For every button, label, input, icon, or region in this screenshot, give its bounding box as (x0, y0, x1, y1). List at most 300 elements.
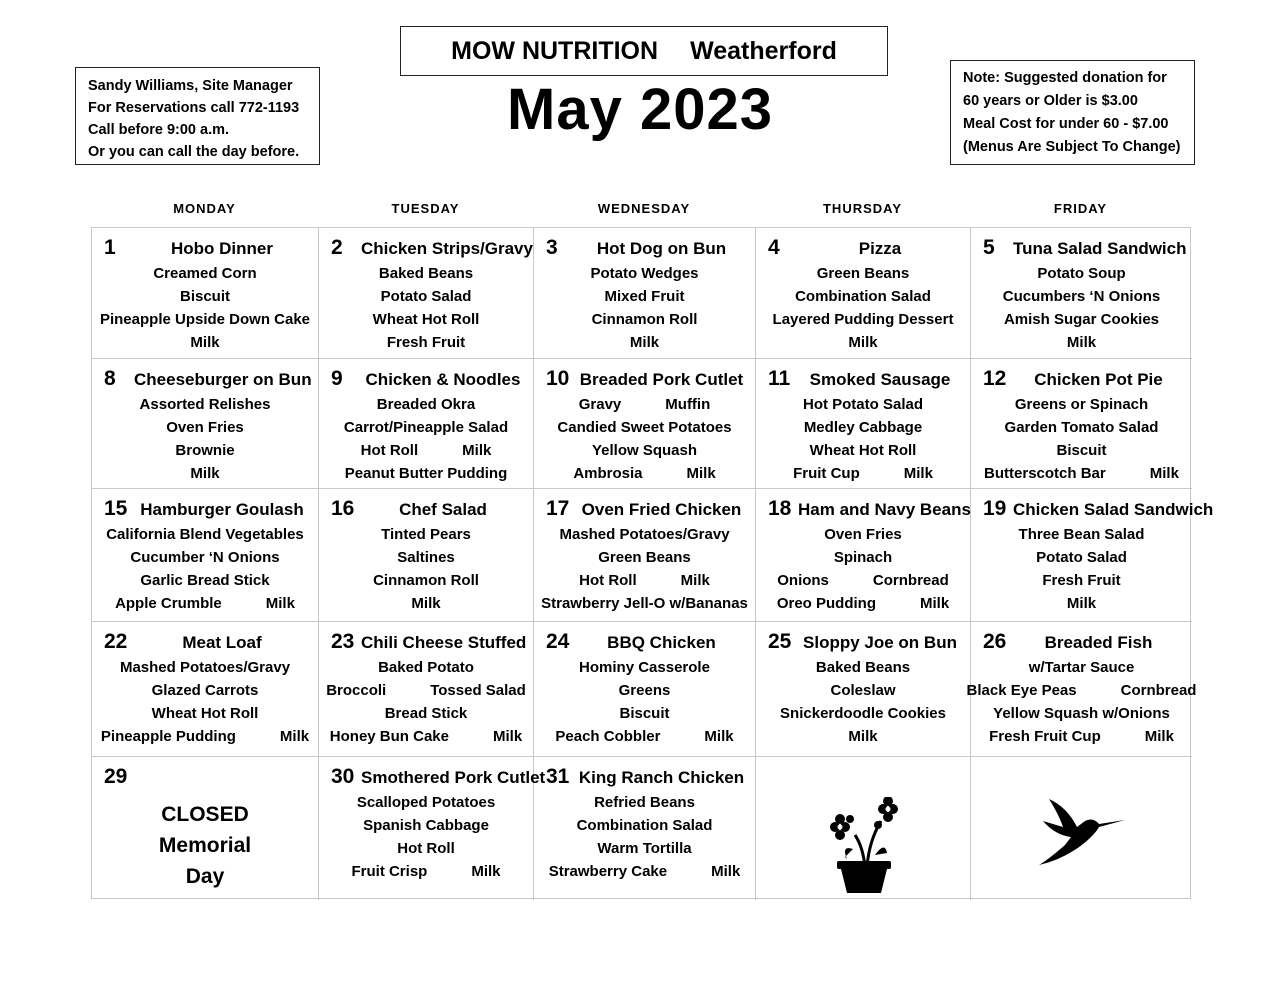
menu-line (92, 523, 318, 546)
day-header (319, 489, 533, 523)
menu-item: Milk (471, 863, 501, 880)
menu-line (534, 523, 755, 546)
menu-line (534, 416, 755, 439)
menu-item: Brownie (175, 442, 235, 459)
manager-line: Call before 9:00 a.m. (88, 122, 230, 138)
menu-item: Fruit Cup (793, 465, 860, 482)
menu-item: Breaded Okra (376, 396, 476, 413)
menu-item: Bread Stick (384, 705, 468, 722)
day-cell (756, 489, 971, 622)
menu-item: Milk (680, 572, 710, 589)
menu-item: Honey Bun Cake (329, 728, 449, 745)
menu-item: Fresh Fruit (1042, 572, 1121, 589)
main-dish: Meat Loaf (182, 633, 262, 652)
closed-line: Day (185, 865, 225, 888)
day-number: 29 (104, 765, 128, 788)
day-cell (92, 489, 319, 622)
day-number: 17 (546, 497, 570, 520)
menu-item: Cornbread (872, 572, 949, 589)
menu-line (92, 592, 318, 615)
menu-item: Milk (265, 595, 295, 612)
weekday-header-wednesday: WEDNESDAY (597, 201, 691, 216)
menu-line (971, 546, 1192, 569)
day-cell (319, 228, 534, 359)
hummingbird-icon (971, 797, 1192, 867)
day-number: 26 (983, 630, 1007, 653)
flower-pot-icon (756, 797, 970, 893)
menu-line (92, 285, 318, 308)
menu-line (534, 262, 755, 285)
day-cell (92, 228, 319, 359)
menu-line (534, 393, 755, 416)
day-header (92, 757, 318, 791)
menu-item: California Blend Vegetables (106, 526, 304, 543)
day-cell (534, 757, 756, 900)
menu-line (756, 569, 970, 592)
menu-line (319, 679, 533, 702)
menu-line (319, 814, 533, 837)
menu-item: Biscuit (179, 288, 230, 305)
menu-item: Greens or Spinach (1014, 396, 1149, 413)
menu-line (92, 416, 318, 439)
menu-line (756, 439, 970, 462)
day-number: 12 (983, 367, 1007, 390)
menu-item: Milk (919, 595, 950, 612)
menu-item: Milk (190, 465, 220, 482)
day-number: 22 (104, 630, 128, 653)
menu-line (92, 725, 318, 748)
menu-item: w/Tartar Sauce (1028, 659, 1135, 676)
menu-item: Three Bean Salad (1018, 526, 1145, 543)
menu-item: Garden Tomato Salad (1004, 419, 1159, 436)
menu-item: Oven Fries (166, 419, 244, 436)
day-cell (319, 359, 534, 489)
day-number: 8 (104, 367, 116, 390)
menu-line (971, 262, 1192, 285)
menu-line (534, 569, 755, 592)
menu-item: Milk (462, 442, 492, 459)
menu-line (92, 439, 318, 462)
menu-line (756, 725, 970, 748)
menu-item: Strawberry Cake (548, 863, 668, 880)
day-cell (92, 622, 319, 757)
main-dish: BBQ Chicken (607, 633, 716, 652)
menu-line (756, 331, 970, 354)
menu-item: Biscuit (1056, 442, 1107, 459)
menu-item: Refried Beans (594, 794, 695, 811)
menu-line (319, 656, 533, 679)
menu-line (92, 702, 318, 725)
menu-item: Snickerdoodle Cookies (780, 705, 946, 722)
menu-item: Peach Cobbler (555, 728, 661, 745)
closed-notice (92, 799, 318, 892)
menu-item: Potato Soup (1037, 265, 1126, 282)
day-header (92, 359, 318, 393)
menu-line (756, 262, 970, 285)
menu-line (756, 679, 970, 702)
menu-item: Pineapple Pudding (100, 728, 236, 745)
menu-line (319, 725, 533, 748)
day-header (971, 489, 1214, 523)
menu-item: Layered Pudding Dessert (772, 311, 954, 328)
menu-line (319, 837, 533, 860)
menu-line (756, 462, 970, 485)
note-line: (Menus Are Subject To Change) (963, 139, 1181, 155)
menu-item: Onions (777, 572, 829, 589)
menu-item: Glazed Carrots (151, 682, 259, 699)
menu-item: Milk (1066, 595, 1097, 612)
menu-item: Hot Potato Salad (802, 396, 923, 413)
day-header (534, 757, 755, 791)
menu-line (534, 791, 755, 814)
menu-item: Apple Crumble (115, 595, 222, 612)
main-dish: Cheeseburger on Bun (134, 370, 312, 389)
day-cell (92, 757, 319, 900)
main-dish: Chicken Strips/Gravy (361, 239, 533, 258)
day-header (319, 757, 546, 791)
menu-line (971, 308, 1192, 331)
main-dish: Hamburger Goulash (140, 500, 304, 519)
menu-item: Fresh Fruit Cup (989, 728, 1101, 745)
menu-item: Milk (686, 465, 716, 482)
day-cell (534, 359, 756, 489)
menu-line (92, 308, 318, 331)
menu-line (534, 285, 755, 308)
day-header (92, 228, 318, 262)
menu-line (971, 702, 1192, 725)
menu-item: Tossed Salad (430, 682, 526, 699)
menu-item: Wheat Hot Roll (151, 705, 259, 722)
menu-line (319, 860, 533, 883)
menu-item: Tinted Pears (381, 526, 471, 543)
menu-line (534, 860, 755, 883)
menu-line (756, 702, 970, 725)
day-cell (756, 359, 971, 489)
menu-item: Baked Beans (378, 265, 474, 282)
day-cell (971, 359, 1192, 489)
main-dish: Tuna Salad Sandwich (1013, 239, 1187, 258)
menu-line (319, 702, 533, 725)
closed-line: Memorial (158, 834, 252, 857)
day-number: 25 (768, 630, 792, 653)
day-number: 16 (331, 497, 355, 520)
main-dish: Chili Cheese Stuffed (361, 633, 527, 652)
menu-line (92, 393, 318, 416)
main-dish: Pizza (858, 239, 902, 258)
day-number: 19 (983, 497, 1007, 520)
main-dish: King Ranch Chicken (578, 768, 745, 787)
menu-line (756, 592, 970, 615)
menu-line (319, 569, 533, 592)
menu-line (534, 592, 755, 615)
menu-line (756, 285, 970, 308)
menu-line (92, 331, 318, 354)
manager-info-box (75, 67, 320, 165)
menu-item: Fresh Fruit (386, 334, 466, 351)
menu-item: Ambrosia (573, 465, 643, 482)
day-header (319, 228, 533, 262)
menu-item: Hot Roll (397, 840, 455, 857)
menu-line (534, 546, 755, 569)
day-cell (971, 489, 1214, 622)
menu-item: Fruit Crisp (351, 863, 428, 880)
menu-item: Creamed Corn (153, 265, 257, 282)
day-header (534, 359, 755, 393)
day-header (756, 622, 970, 656)
day-cell (756, 622, 971, 757)
closed-line: CLOSED (161, 803, 249, 826)
manager-line: Sandy Williams, Site Manager (88, 78, 293, 94)
day-header (534, 489, 755, 523)
menu-line (971, 569, 1192, 592)
day-cell (756, 757, 971, 900)
day-number: 11 (768, 367, 791, 390)
main-dish: Sloppy Joe on Bun (803, 633, 957, 652)
menu-line (966, 679, 1197, 702)
main-dish: Chicken Salad Sandwich (1013, 500, 1214, 519)
menu-line (319, 439, 533, 462)
menu-line (971, 416, 1192, 439)
day-number: 24 (546, 630, 570, 653)
menu-item: Milk (1144, 728, 1174, 745)
menu-item: Potato Salad (380, 288, 472, 305)
menu-item: Yellow Squash w/Onions (993, 705, 1170, 722)
menu-line (319, 308, 533, 331)
menu-item: Carrot/Pineapple Salad (343, 419, 509, 436)
menu-item: Butterscotch Bar (984, 465, 1106, 482)
menu-item: Gravy (578, 396, 622, 413)
day-cell (534, 228, 756, 359)
day-cell (534, 489, 756, 622)
menu-line (756, 308, 970, 331)
menu-item: Milk (493, 728, 523, 745)
menu-line (971, 285, 1192, 308)
note-line: Meal Cost for under 60 - $7.00 (963, 116, 1169, 132)
menu-line (971, 393, 1192, 416)
menu-item: Cinnamon Roll (373, 572, 479, 589)
menu-item: Milk (279, 728, 310, 745)
menu-line (971, 439, 1192, 462)
menu-item: Milk (1066, 334, 1097, 351)
menu-line (319, 791, 533, 814)
day-number: 3 (546, 236, 558, 259)
day-cell (319, 757, 546, 900)
menu-item: Milk (629, 334, 660, 351)
menu-item: Cinnamon Roll (591, 311, 698, 328)
note-line: Note: Suggested donation for (963, 70, 1167, 86)
menu-line (319, 546, 533, 569)
menu-item: Broccoli (326, 682, 387, 699)
day-header (92, 622, 318, 656)
month-title: May 2023 (507, 77, 773, 142)
org-name: MOW NUTRITION (451, 36, 659, 65)
day-cell (756, 228, 971, 359)
menu-item: Hot Roll (579, 572, 637, 589)
menu-line (319, 285, 533, 308)
menu-line (534, 679, 755, 702)
day-cell (966, 622, 1197, 757)
menu-line (756, 393, 970, 416)
menu-item: Mashed Potatoes/Gravy (559, 526, 730, 543)
day-number: 2 (331, 236, 343, 259)
menu-item: Mixed Fruit (604, 288, 685, 305)
menu-item: Yellow Squash (591, 442, 698, 459)
day-header (756, 359, 970, 393)
menu-item: Wheat Hot Roll (809, 442, 917, 459)
menu-item: Milk (704, 728, 734, 745)
menu-line (971, 523, 1192, 546)
menu-item: Warm Tortilla (597, 840, 692, 857)
menu-line (319, 416, 533, 439)
menu-line (534, 308, 755, 331)
menu-item: Strawberry Jell-O w/Bananas (541, 595, 748, 612)
menu-line (971, 592, 1192, 615)
main-dish: Oven Fried Chicken (581, 500, 742, 519)
day-header (756, 489, 970, 523)
menu-line (971, 331, 1192, 354)
day-header (971, 359, 1192, 393)
day-header (319, 622, 533, 656)
day-header (971, 622, 1192, 656)
menu-line (319, 592, 533, 615)
menu-line (92, 569, 318, 592)
menu-item: Milk (411, 595, 441, 612)
menu-item: Spinach (833, 549, 893, 566)
weekday-header-friday: FRIDAY (1053, 201, 1108, 216)
menu-item: Combination Salad (576, 817, 713, 834)
menu-item: Coleslaw (830, 682, 896, 699)
main-dish: Hobo Dinner (171, 239, 273, 258)
menu-line (534, 725, 755, 748)
menu-line (534, 439, 755, 462)
menu-item: Milk (903, 465, 933, 482)
menu-item: Medley Cabbage (803, 419, 923, 436)
day-cell (971, 757, 1192, 900)
menu-item: Milk (190, 334, 220, 351)
main-dish: Smothered Pork Cutlet (361, 768, 546, 787)
menu-item: Baked Potato (378, 659, 474, 676)
menu-item: Milk (848, 334, 878, 351)
day-cell (319, 622, 534, 757)
day-cell (92, 359, 319, 489)
day-header (534, 228, 755, 262)
menu-line (971, 725, 1192, 748)
day-number: 10 (546, 367, 570, 390)
weekday-header-thursday: THURSDAY (822, 201, 903, 216)
menu-item: Milk (848, 728, 878, 745)
menu-line (92, 656, 318, 679)
menu-line (971, 462, 1192, 485)
menu-line (756, 523, 970, 546)
weekday-header-tuesday: TUESDAY (391, 201, 460, 216)
day-number: 18 (768, 497, 792, 520)
day-cell (534, 622, 756, 757)
menu-item: Green Beans (816, 265, 910, 282)
menu-item: Baked Beans (815, 659, 911, 676)
day-number: 30 (331, 765, 355, 788)
menu-item: Peanut Butter Pudding (344, 465, 508, 482)
menu-item: Biscuit (619, 705, 670, 722)
menu-line (534, 331, 755, 354)
menu-item: Cucumbers ‘N Onions (1002, 288, 1161, 305)
weekday-header-monday: MONDAY (173, 201, 236, 216)
menu-item: Potato Salad (1036, 549, 1127, 566)
menu-item: Pineapple Upside Down Cake (99, 311, 311, 328)
menu-item: Spanish Cabbage (363, 817, 489, 834)
menu-line (534, 837, 755, 860)
menu-line (319, 331, 533, 354)
menu-item: Garlic Bread Stick (140, 572, 270, 589)
menu-item: Saltines (397, 549, 455, 566)
main-dish: Chef Salad (399, 500, 487, 519)
main-dish: Breaded Fish (1044, 633, 1153, 652)
menu-line (92, 679, 318, 702)
menu-line (756, 416, 970, 439)
day-number: 1 (104, 236, 116, 259)
day-cell (971, 228, 1192, 359)
menu-item: Oreo Pudding (776, 595, 876, 612)
menu-line (92, 462, 318, 485)
menu-line (92, 546, 318, 569)
menu-item: Greens (618, 682, 671, 699)
menu-item: Green Beans (598, 549, 691, 566)
menu-line (756, 546, 970, 569)
day-header (534, 622, 755, 656)
manager-line: For Reservations call 772-1193 (88, 100, 300, 116)
menu-line (92, 262, 318, 285)
main-dish: Chicken & Noodles (365, 370, 521, 389)
day-header (92, 489, 318, 523)
menu-line (319, 462, 533, 485)
main-dish: Breaded Pork Cutlet (579, 370, 744, 389)
menu-item: Wheat Hot Roll (372, 311, 480, 328)
menu-line (319, 262, 533, 285)
menu-line (534, 462, 755, 485)
menu-item: Muffin (665, 396, 711, 413)
menu-item: Cucumber ‘N Onions (130, 549, 280, 566)
menu-item: Assorted Relishes (139, 396, 271, 413)
main-dish: Ham and Navy Beans (798, 500, 971, 519)
menu-item: Cornbread (1120, 682, 1197, 699)
menu-line (534, 814, 755, 837)
location-name: Weatherford (690, 36, 837, 65)
title-box (400, 26, 888, 76)
menu-item: Hot Roll (360, 442, 419, 459)
main-dish: Chicken Pot Pie (1034, 370, 1163, 389)
day-number: 5 (983, 236, 995, 259)
menu-item: Hominy Casserole (579, 659, 710, 676)
day-number: 31 (546, 765, 570, 788)
menu-item: Amish Sugar Cookies (1003, 311, 1160, 328)
calendar-grid (91, 227, 1214, 899)
menu-line (319, 523, 533, 546)
menu-item: Oven Fries (824, 526, 902, 543)
day-cell (319, 489, 534, 622)
menu-item: Milk (711, 863, 741, 880)
manager-line: Or you can call the day before. (88, 144, 300, 160)
menu-item: Potato Wedges (590, 265, 699, 282)
day-header (756, 228, 970, 262)
day-header (319, 359, 533, 393)
donation-note-box (950, 60, 1195, 165)
menu-line (971, 656, 1192, 679)
menu-line (534, 656, 755, 679)
menu-item: Scalloped Potatoes (356, 794, 496, 811)
day-number: 9 (331, 367, 343, 390)
note-line: 60 years or Older is $3.00 (963, 93, 1138, 109)
day-number: 15 (104, 497, 128, 520)
menu-item: Mashed Potatoes/Gravy (119, 659, 291, 676)
